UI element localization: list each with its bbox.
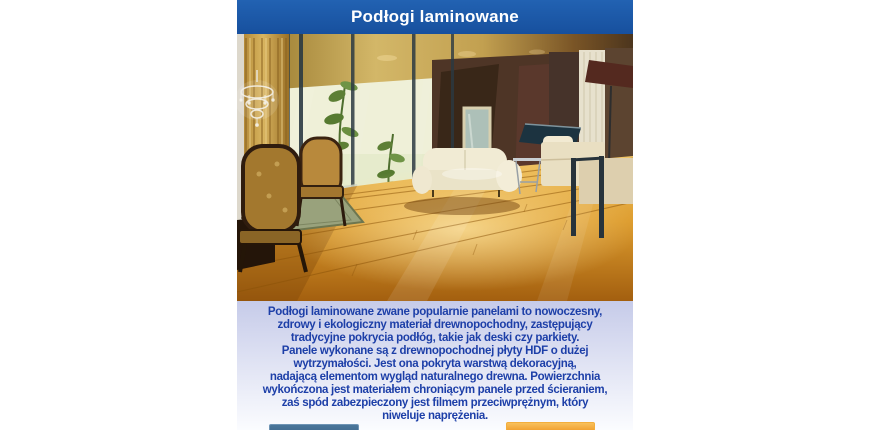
article-line: zaś spód zabezpieczony jest filmem przeciwprężnym, który [281, 397, 589, 409]
page-header [237, 0, 633, 34]
article-line: Podłogi laminowane zwane popularnie panelami to nowoczesny, [267, 306, 603, 318]
article-panel [237, 301, 633, 430]
nav-button-right[interactable] [506, 422, 595, 430]
nav-button-left[interactable] [269, 424, 359, 430]
article-line: niweluje naprężenia. [382, 410, 488, 422]
article-line: Panele wykonane są z drewnopochodnej płyty HDF o dużej [281, 345, 589, 357]
content-column [237, 0, 633, 430]
article-line: wytrzymałości. Jest ona pokryta warstwą dekoracyjną, [293, 358, 577, 370]
page-title: Podłogi laminowane [351, 7, 519, 26]
article-line: zdrowy i ekologiczny materiał drewnopochodny, zastępujący [277, 319, 593, 331]
article-line: nadającą elementom wygląd naturalnego drewna. Powierzchnia [269, 371, 601, 383]
living-room-interior-photo [237, 34, 633, 301]
article-line: tradycyjne pokrycia podłóg, takie jak deski czy parkiety. [290, 332, 580, 344]
article-line: wykończona jest materiałem chroniącym panele przed ścieraniem, [262, 384, 608, 396]
